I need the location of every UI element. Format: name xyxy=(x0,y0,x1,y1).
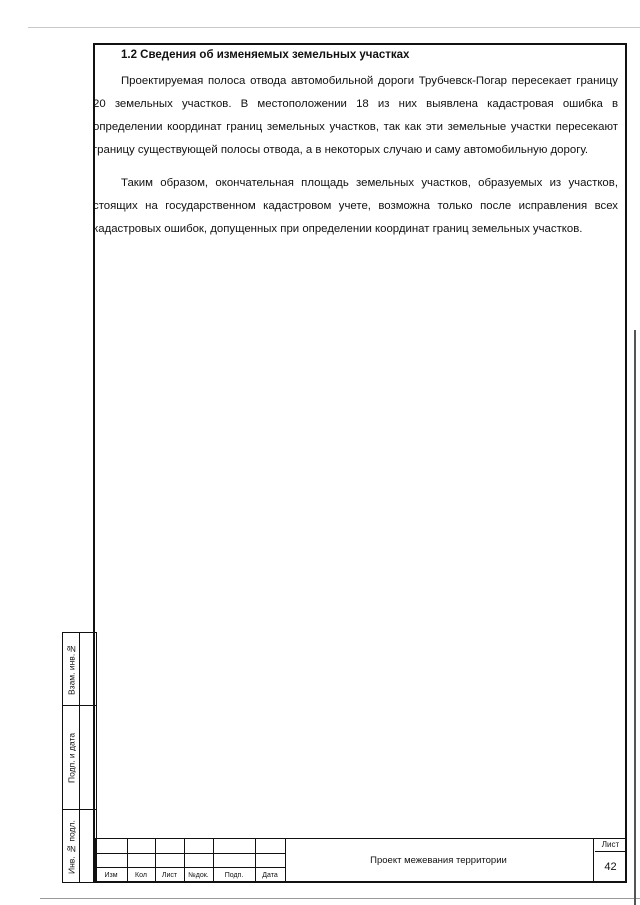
side-label-replacement-inv: Взам. инв.№ xyxy=(66,643,77,695)
side-stamp xyxy=(62,632,97,883)
column-label-signature: Подп. xyxy=(224,872,244,879)
scan-edge-bottom xyxy=(40,898,640,899)
sheet-divider xyxy=(593,839,594,882)
side-stamp-divider xyxy=(63,809,96,810)
title-block xyxy=(95,838,626,883)
document-body xyxy=(93,46,618,241)
sheet-box xyxy=(595,839,626,882)
sheet-label: Лист xyxy=(595,839,626,852)
side-label-original-inv: Инв. № подл. xyxy=(66,820,77,874)
side-label-signature-date: Подп. и дата xyxy=(66,732,77,784)
column-label-count: Кол xyxy=(135,872,147,879)
column-label-change: Изм xyxy=(104,872,118,879)
column-label-sheet: Лист xyxy=(161,872,178,879)
paragraph-2: Таким образом, окончательная площадь земельных участков, образуемых из участков, стоящих на государственном кадастровом учете, возможна только после исправления всех кадастровых ошибок, допущенных при определении координат границ земельных участков. xyxy=(93,177,618,235)
scan-edge-right xyxy=(634,330,636,905)
paragraph-1: Проектируемая полоса отвода автомобильной дороги Трубчевск-Погар пересекает границу 20 земельных участков. В местоположении 18 из них выявлена кадастровая ошибка в определении координат границ земельных участков, так как эти земельные участки пересекают границу существующей полосы отвода, а в некоторых случаю и саму автомобильную дорогу. xyxy=(93,75,618,156)
sheet-number: 42 xyxy=(604,861,617,873)
column-label-date: Дата xyxy=(262,872,278,879)
section-heading: 1.2 Сведения об изменяемых земельных участках xyxy=(121,49,410,61)
scan-edge-top xyxy=(28,27,640,28)
document-title: Проект межевания территории xyxy=(370,855,507,866)
column-label-doc-number: №док. xyxy=(188,872,209,879)
side-stamp-divider xyxy=(63,705,96,706)
title-block-revision-grid xyxy=(95,839,285,884)
